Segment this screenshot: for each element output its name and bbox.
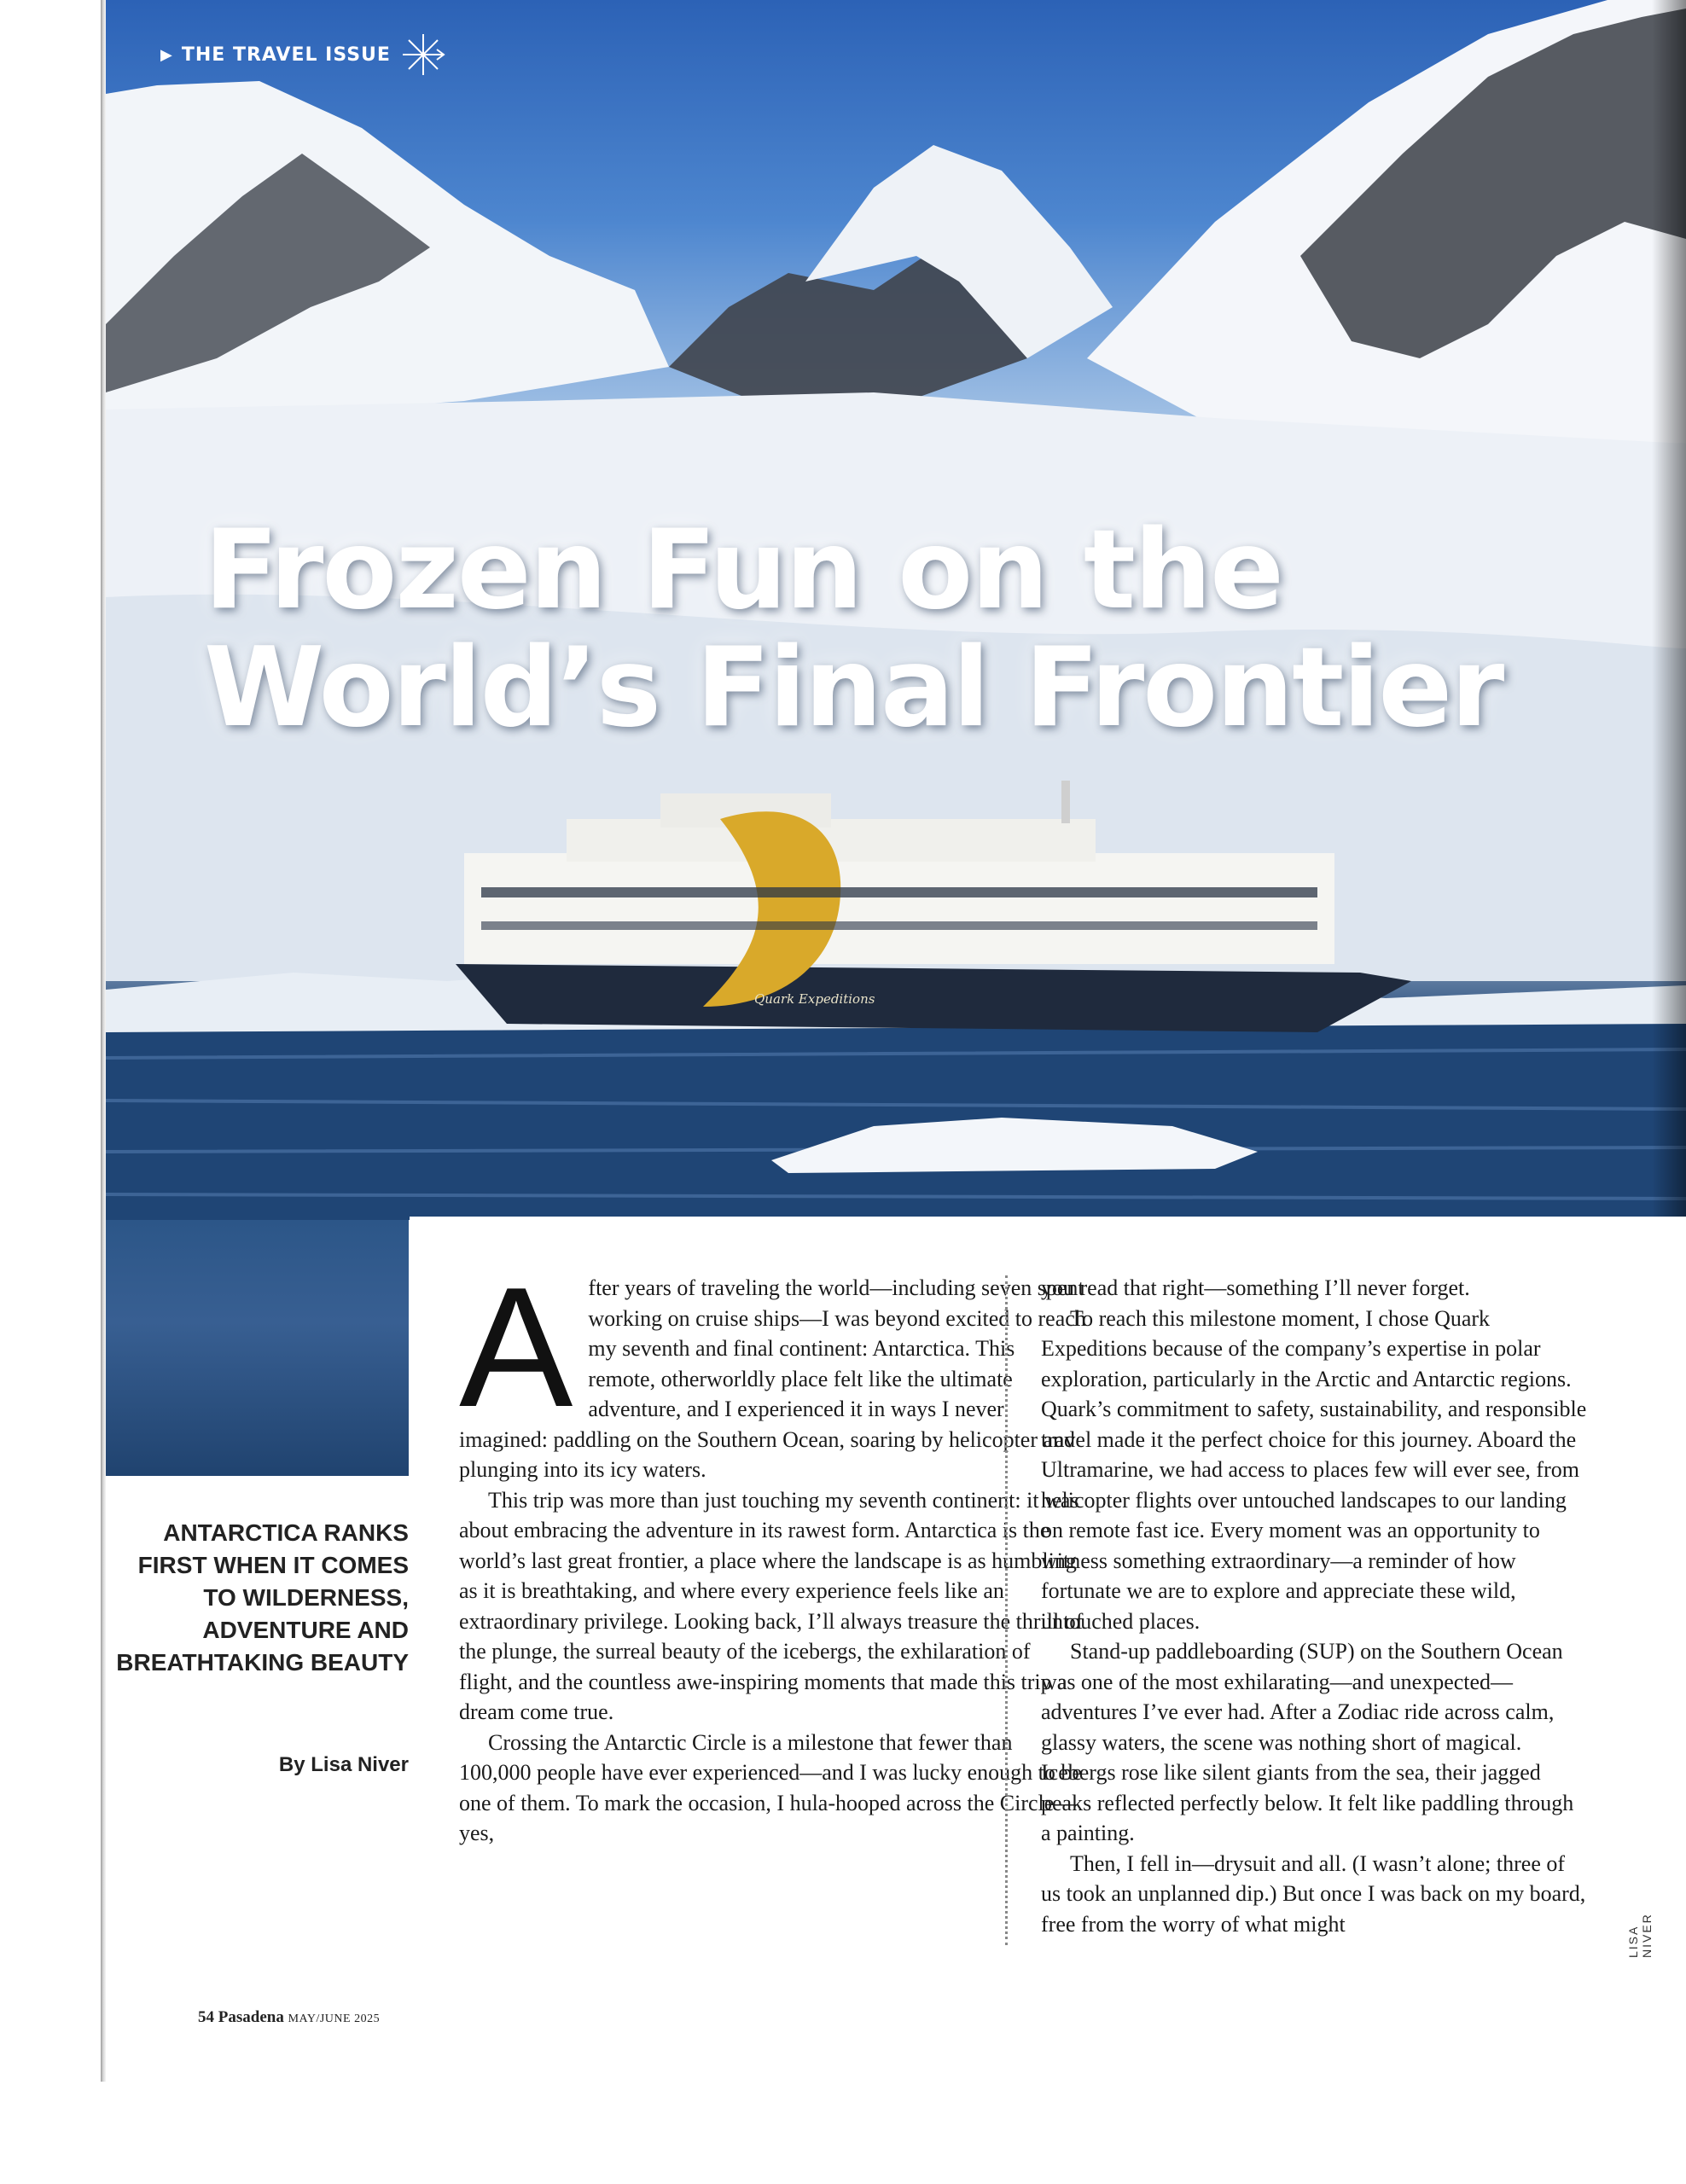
section-tag	[160, 31, 447, 78]
ship-window-band-1	[481, 887, 1317, 897]
ship-hull-label: Quark Expeditions	[754, 991, 875, 1007]
headline	[204, 507, 1503, 752]
ship-hull	[456, 964, 1411, 1032]
drop-cap: A	[459, 1252, 573, 1443]
photo-credit: LISA NIVER	[1626, 1913, 1654, 1958]
scan-margin	[0, 0, 111, 2184]
headline-line-1: Frozen Fun on the	[204, 507, 1282, 634]
issue-date: MAY/JUNE 2025	[288, 2013, 381, 2025]
section-tag-label: THE TRAVEL ISSUE	[181, 44, 391, 66]
paragraph-6: Stand-up paddleboarding (SUP) on the Southern Ocean was one of the most exhilarating—and unexpected—adventures I’ve ever had. After a Zodiac ride across calm, glassy waters, the scene was nothing short of magical. Icebergs rose like silent giants from the sea, their jagged peaks reflected perfectly below. It felt like paddling through a painting.	[1041, 1639, 1574, 1845]
paragraph-7: Then, I fell in—drysuit and all. (I wasn’t alone; three of us took an unplanned dip.) But once I was back on my board, free from the worry of what might	[1041, 1850, 1586, 1937]
paragraph-3: Crossing the Antarctic Circle is a milestone that fewer than 100,000 people have ever experienced—and I was lucky enough to be one of them. To mark the occasion, I hula-hooped across the Circle—yes,	[459, 1729, 1082, 1845]
paragraph-1-text: fter years of traveling the world—including seven spent working on cruise ships—I was beyond excited to reach my seventh and final continent: Antarctica. This remote, otherworldly place felt like the ultimate adventure, and I experienced it in ways I never imagined: paddling on the Southern Ocean, soaring by helicopter and plunging into its icy waters.	[459, 1275, 1086, 1482]
hero-photo-sea-strip	[106, 1220, 409, 1476]
article-deck: ANTARCTICA RANKS FIRST WHEN IT COMES TO WILDERNESS, ADVENTURE AND BREATHTAKING BEAUTY	[116, 1519, 409, 1676]
page-folio	[198, 2008, 380, 2027]
hero-photo-antarctica	[106, 0, 1686, 1220]
ship-mast	[1061, 781, 1070, 823]
magazine-name: Pasadena	[218, 2008, 284, 2026]
page-gutter-shadow	[1652, 0, 1686, 1220]
paragraph-5: To reach this milestone moment, I chose Quark Expeditions because of the company’s expertise in polar exploration, particularly in the Arctic and Antarctic regions. Quark’s commitment to safety, sustainability, and responsible travel made it the perfect choice for this journey. Aboard the Ultramarine, we had access to places few will ever see, from helicopter flights over untouched landscapes to our landing on remote fast ice. Every moment was an opportunity to witness something extraordinary—a reminder of how fortunate we are to explore and appreciate these wild, untouched places.	[1041, 1305, 1587, 1634]
page-number: 54	[198, 2008, 214, 2026]
magazine-page	[106, 0, 1686, 2184]
column-divider	[1005, 1275, 1008, 1945]
tag-arrow-icon: ▶	[160, 45, 173, 64]
article-byline: By Lisa Niver	[278, 1753, 409, 1776]
ship-window-band-2	[481, 921, 1317, 930]
ship-superstructure	[464, 853, 1334, 964]
paragraph-4: you read that right—something I’ll never forget.	[1041, 1275, 1470, 1300]
headline-line-2: World’s Final Frontier	[204, 624, 1503, 752]
article-column-1	[459, 1252, 1086, 1849]
starburst-arrow-icon	[399, 31, 447, 78]
article-column-2	[1041, 1273, 1587, 1939]
paragraph-2: This trip was more than just touching my seventh continent: it was about embracing the adventure in its rawest form. Antarctica is the world’s last great frontier, a place where the landscape is as humbling as it is breathtaking, and where every experience feels like an extraordinary privilege. Looking back, I’ll always treasure the thrill of the plunge, the surreal beauty of the icebergs, the exhilaration of flight, and the countless awe-inspiring moments that made this trip a dream come true.	[459, 1487, 1084, 1724]
paragraph-1	[459, 1252, 1086, 1485]
sea	[106, 1007, 1686, 1220]
